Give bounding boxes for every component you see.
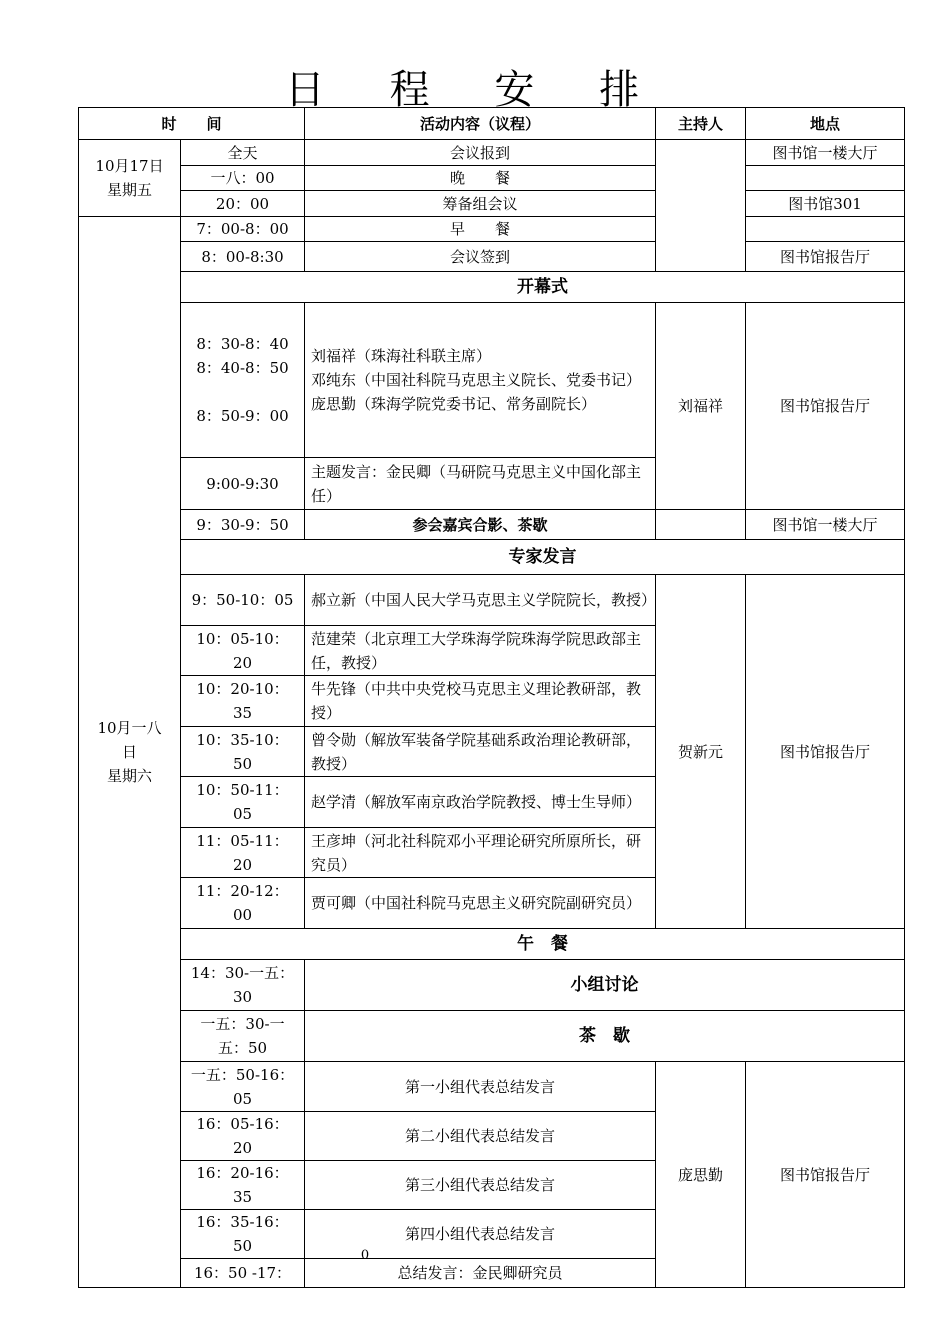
day1-date-cell [79, 140, 181, 217]
time-cell: 16：35-16：50 [181, 1210, 305, 1259]
opening-speaker: 邓纯东（中国社科院马克思主义院长、党委书记） [311, 371, 642, 389]
expert-cell: 牛先锋（中共中央党校马克思主义理论教研部，教授） [305, 676, 656, 727]
summary-place: 图书馆报告厅 [746, 1062, 905, 1288]
experts-host: 贺新元 [656, 575, 746, 929]
host-cell-empty [656, 140, 746, 272]
opening-speaker: 庞思勤（珠海学院党委书记、常务副院长） [311, 395, 597, 413]
table-header-row [79, 108, 905, 140]
table-row [79, 510, 905, 540]
page-title: 日 程 安 排 [284, 67, 666, 113]
day2-date-day: 日 [121, 743, 137, 761]
page-number: 0 [360, 1248, 370, 1263]
time-cell: 9：30-9：50 [181, 510, 305, 540]
place-cell: 图书馆一楼大厅 [746, 140, 905, 166]
opening-time: 8：30-8：40 [196, 335, 289, 353]
host-cell-empty [656, 510, 746, 540]
time-cell: 16：05-16：20 [181, 1112, 305, 1161]
expert-cell: 曾令勋（解放军装备学院基础系政治理论教研部，教授） [305, 727, 656, 777]
expert-cell: 王彦坤（河北社科院邓小平理论研究所原所长，研究员） [305, 828, 656, 878]
content-cell: 会议签到 [305, 242, 656, 272]
time-cell: 20：00 [181, 191, 305, 217]
section-title-opening: 开幕式 [181, 272, 905, 303]
tea-break-cell: 茶 歇 [305, 1011, 905, 1062]
time-cell: 8：00-8:30 [181, 242, 305, 272]
day2-date-month: 10月一八 [97, 719, 162, 737]
place-cell: 图书馆一楼大厅 [746, 510, 905, 540]
table-row [79, 960, 905, 1011]
summary-cell: 第四小组代表总结发言 [305, 1210, 656, 1259]
time-cell: 一八：00 [181, 166, 305, 191]
expert-cell: 赵学清（解放军南京政治学院教授、博士生导师） [305, 777, 656, 828]
experts-place: 图书馆报告厅 [746, 575, 905, 929]
time-line: 五：50 [217, 1039, 268, 1057]
content-cell: 会议报到 [305, 140, 656, 166]
section-title-lunch: 午 餐 [181, 929, 905, 960]
opening-time: 8：50-9：00 [196, 407, 289, 425]
table-row [79, 217, 905, 242]
time-cell: 9:00-9:30 [181, 458, 305, 510]
keynote-cell: 主题发言：金民卿（马研院马克思主义中国化部主任） [305, 458, 656, 510]
time-cell: 16：20-16：35 [181, 1161, 305, 1210]
summary-cell: 第二小组代表总结发言 [305, 1112, 656, 1161]
group-discussion-cell: 小组讨论 [305, 960, 905, 1011]
expert-cell: 郝立新（中国人民大学马克思主义学院院长，教授） [305, 575, 656, 626]
summary-cell: 总结发言：金民卿研究员 [305, 1259, 656, 1288]
table-row [79, 242, 905, 272]
table-row [79, 140, 905, 166]
place-cell: 图书馆报告厅 [746, 242, 905, 272]
time-cell: 10：35-10：50 [181, 727, 305, 777]
time-line: 05 [232, 1089, 253, 1108]
day2-weekday: 星期六 [106, 767, 152, 785]
day2-date-cell [79, 217, 181, 1288]
time-line: 一五：30-一 [200, 1015, 285, 1033]
summary-cell: 第一小组代表总结发言 [305, 1062, 656, 1112]
time-cell: 11：20-12：00 [181, 878, 305, 929]
opening-time: 8：40-8：50 [196, 359, 289, 377]
time-cell: 全天 [181, 140, 305, 166]
expert-cell: 范建荣（北京理工大学珠海学院珠海学院思政部主任，教授） [305, 626, 656, 676]
time-cell: 10：05-10：20 [181, 626, 305, 676]
place-cell [746, 166, 905, 191]
content-cell: 晚 餐 [305, 166, 656, 191]
section-row-lunch [79, 929, 905, 960]
time-cell [181, 1011, 305, 1062]
time-cell: 9：50-10：05 [181, 575, 305, 626]
section-row-experts [79, 540, 905, 575]
place-cell [746, 217, 905, 242]
opening-speakers-cell [305, 303, 656, 458]
time-line: 30 [232, 988, 253, 1006]
header-host: 主持人 [656, 108, 746, 140]
time-cell: 16：50 -17： [181, 1259, 305, 1288]
summary-host: 庞思勤 [656, 1062, 746, 1288]
time-cell: 7：00-8：00 [181, 217, 305, 242]
table-row [79, 575, 905, 626]
place-cell: 图书馆301 [746, 191, 905, 217]
opening-speaker: 刘福祥（珠海社科联主席） [311, 347, 492, 365]
time-cell: 10：20-10：35 [181, 676, 305, 727]
time-cell [181, 1062, 305, 1112]
time-cell: 11：05-11：20 [181, 828, 305, 878]
section-title-experts: 专家发言 [181, 540, 905, 575]
table-row [79, 1011, 905, 1062]
opening-host: 刘福祥 [656, 303, 746, 510]
expert-cell: 贾可卿（中国社科院马克思主义研究院副研究员） [305, 878, 656, 929]
time-cell [181, 960, 305, 1011]
opening-place: 图书馆报告厅 [746, 303, 905, 510]
day1-weekday: 星期五 [106, 181, 152, 199]
table-row [79, 191, 905, 217]
time-line: 14：30-一五： [190, 964, 295, 982]
time-line: 一五：50-16： [190, 1065, 295, 1084]
summary-cell: 第三小组代表总结发言 [305, 1161, 656, 1210]
header-content: 活动内容（议程） [305, 108, 656, 140]
table-row [79, 303, 905, 458]
content-cell: 早 餐 [305, 217, 656, 242]
schedule-table [78, 107, 905, 1288]
time-cell: 10：50-11：05 [181, 777, 305, 828]
table-row [79, 1062, 905, 1112]
opening-times-cell [181, 303, 305, 458]
content-cell: 筹备组会议 [305, 191, 656, 217]
header-time: 时 间 [79, 108, 305, 140]
photo-cell: 参会嘉宾合影、茶歇 [305, 510, 656, 540]
header-place: 地点 [746, 108, 905, 140]
section-row-opening [79, 272, 905, 303]
day1-date: 10月17日 [95, 157, 164, 175]
table-row [79, 166, 905, 191]
